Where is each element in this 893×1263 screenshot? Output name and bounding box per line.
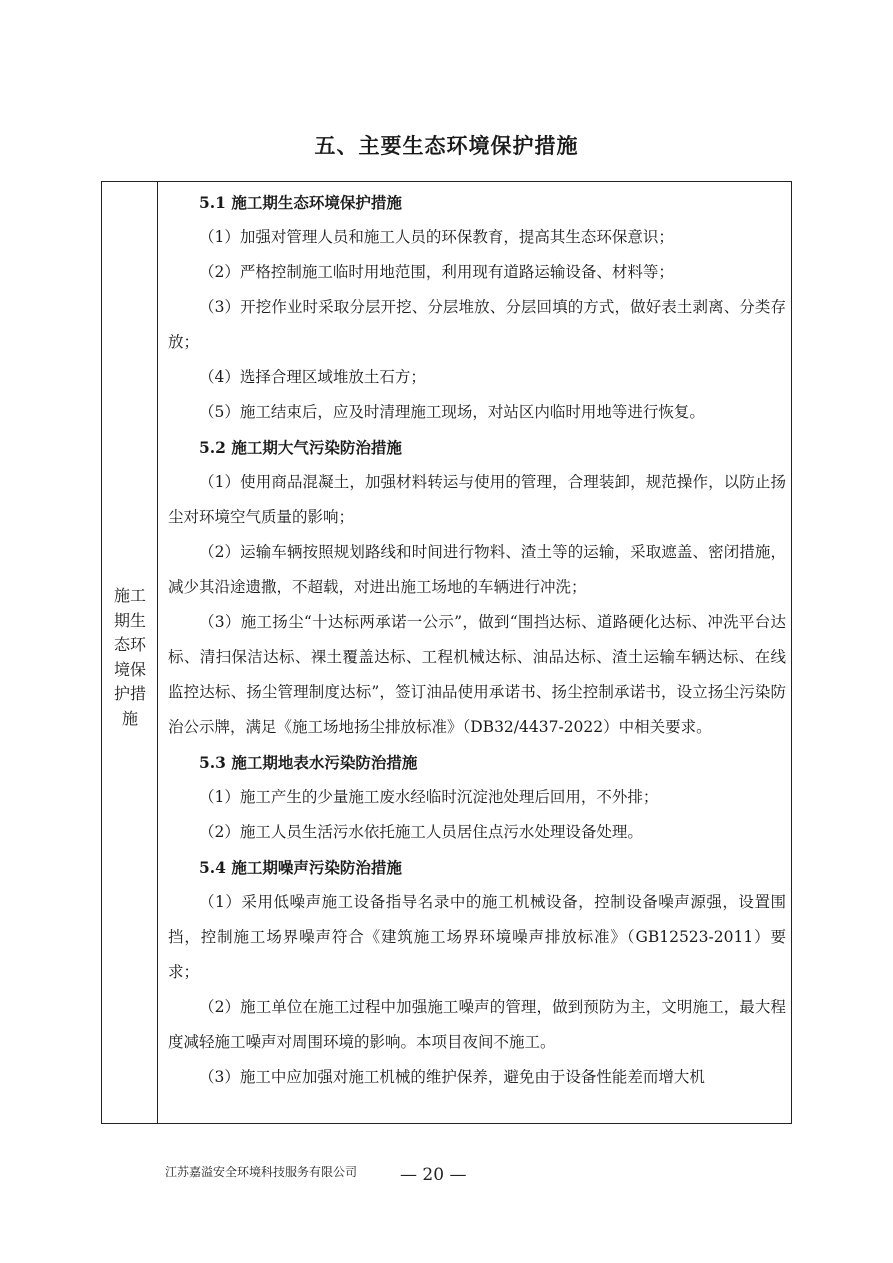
page-number: — 20 — (400, 1165, 467, 1185)
list-item: （5）施工结束后，应及时清理施工现场，对站区内临时用地等进行恢复。 (199, 403, 705, 421)
list-item: （1）使用商品混凝土，加强材料转运与使用的管理，合理装卸，规范操作，以防止扬尘对环境空气质量的影响； (168, 473, 786, 526)
list-item: （1）加强对管理人员和施工人员的环保教育，提高其生态环保意识； (199, 228, 674, 246)
list-item: （1）采用低噪声施工设备指导名录中的施工机械设备，控制设备噪声源强，设置围挡，控制施工场界噪声符合《建筑施工场界环境噪声排放标准》（GB12523-2011）要求； (168, 893, 786, 981)
list-item: （3）开挖作业时采取分层开挖、分层堆放、分层回填的方式，做好表土剥离、分类存放； (168, 298, 786, 351)
section-heading: 5.3 施工期地表水污染防治措施 (199, 753, 418, 772)
section-heading: 5.2 施工期大气污染防治措施 (199, 438, 402, 457)
list-item: （3）施工中应加强对施工机械的维护保养，避免由于设备性能差而增大机 (199, 1068, 705, 1086)
footer-company: 江苏嘉溢安全环境科技服务有限公司 (165, 1165, 358, 1179)
list-item: （3）施工扬尘“十达标两承诺一公示”，做到“围挡达标、道路硬化达标、冲洗平台达标、清扫保洁达标、裸土覆盖达标、工程机械达标、油品达标、渣土运输车辆达标、在线监控达标、扬尘管理制度达标”，签订油品使用承诺书、扬尘控制承诺书，设立扬尘污染防治公示牌，满足《施工场地扬尘排放标准》（DB32/4437-2022）中相关要求。 (168, 613, 786, 736)
section-heading: 5.4 施工期噪声污染防治措施 (199, 858, 402, 877)
page-title: 五、主要生态环境保护措施 (314, 134, 579, 158)
section-heading: 5.1 施工期生态环境保护措施 (199, 193, 402, 212)
measures-table (101, 181, 792, 1124)
category-cell (102, 182, 158, 1123)
measures-content (168, 185, 786, 1095)
list-item: （2）施工人员生活污水依托施工人员居住点污水处理设备处理。 (199, 823, 643, 841)
list-item: （1）施工产生的少量施工废水经临时沉淀池处理后回用，不外排； (199, 788, 659, 806)
list-item: （2）严格控制施工临时用地范围，利用现有道路运输设备、材料等； (199, 263, 674, 281)
list-item: （2）施工单位在施工过程中加强施工噪声的管理，做到预防为主，文明施工，最大程度减轻施工噪声对周围环境的影响。本项目夜间不施工。 (168, 998, 786, 1051)
list-item: （4）选择合理区域堆放土石方； (199, 368, 426, 386)
list-item: （2）运输车辆按照规划路线和时间进行物料、渣土等的运输，采取遮盖、密闭措施，减少其沿途遗撒，不超载，对进出施工场地的车辆进行冲洗； (168, 543, 786, 596)
category-label: 施工期生态环境保护措施 (113, 586, 146, 728)
